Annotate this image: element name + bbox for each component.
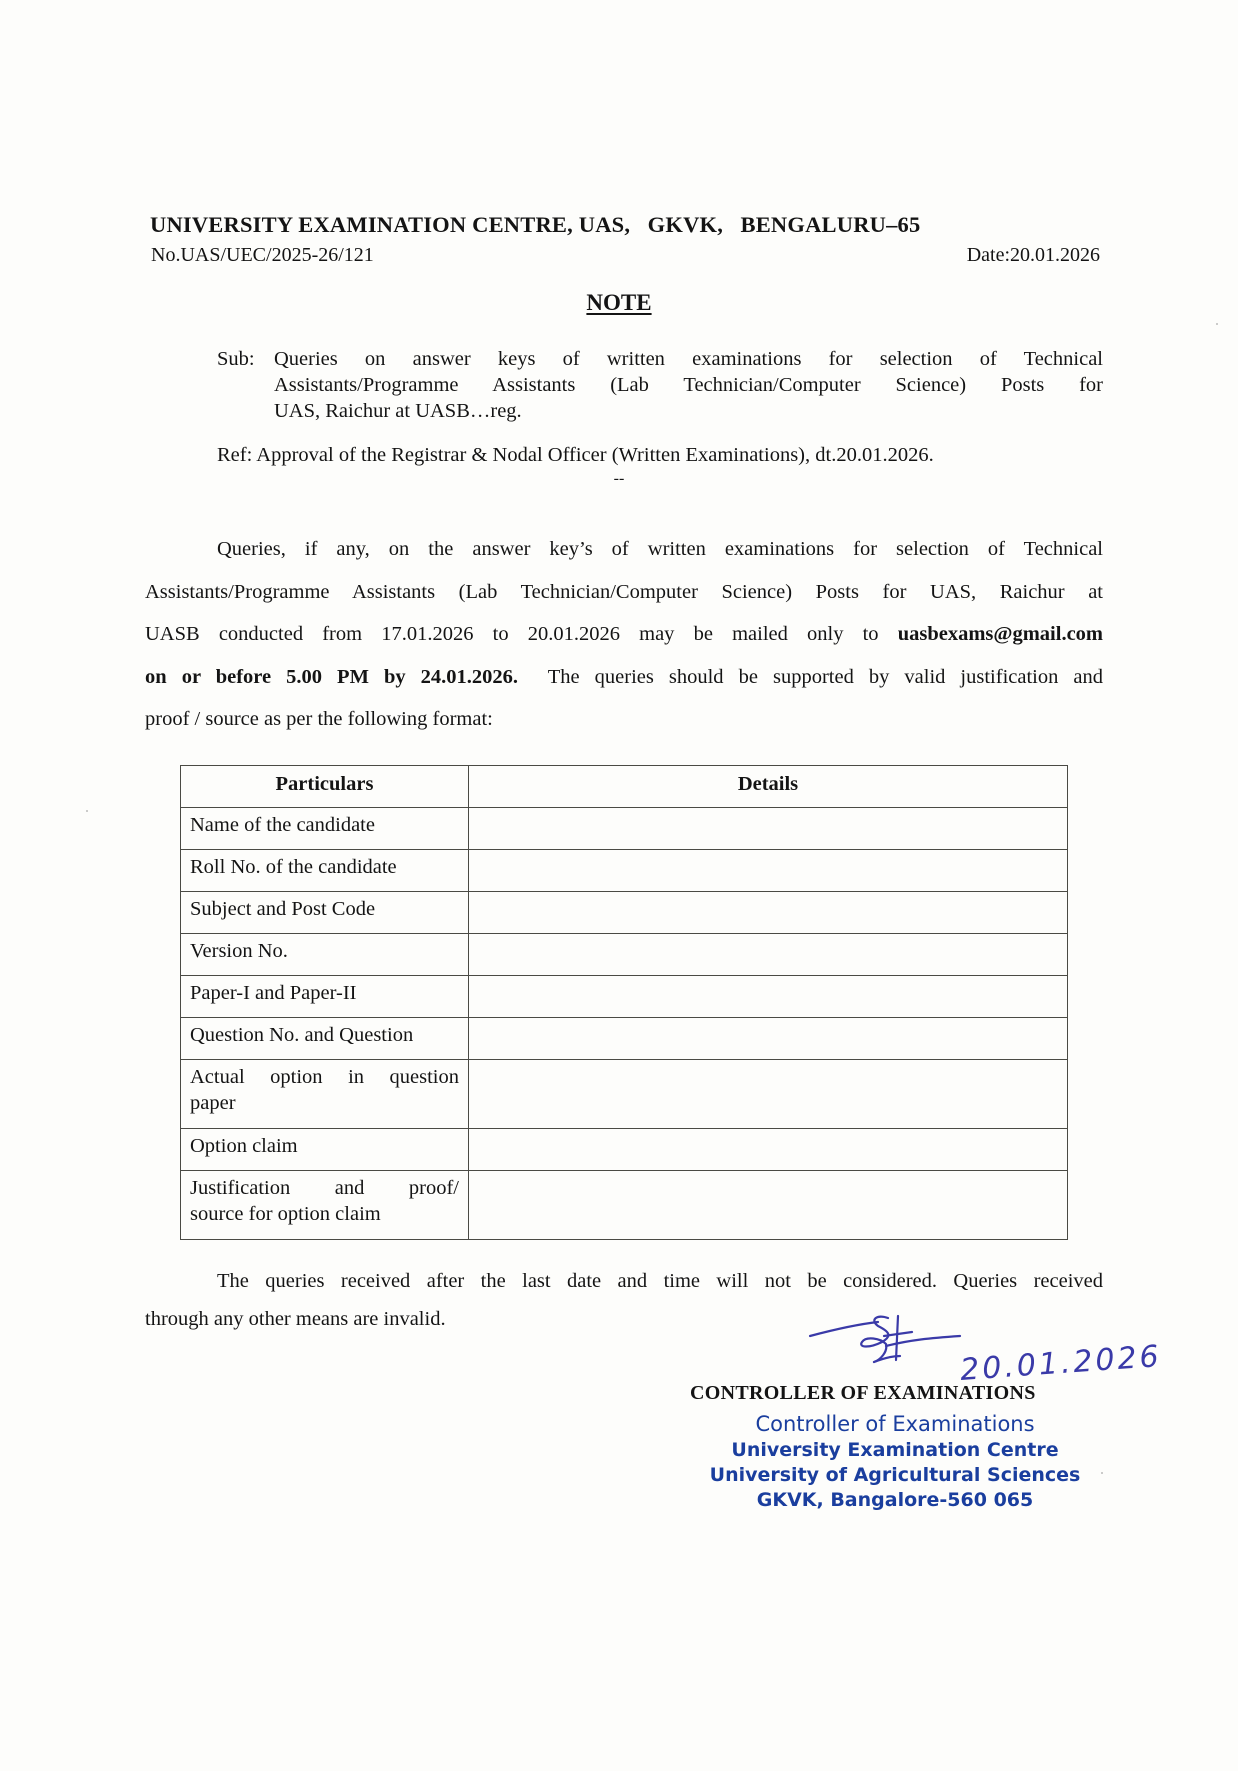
- body-line: on or before 5.00 PM by 24.01.2026. The queries should be supported by valid justification and: [145, 665, 1103, 688]
- signatory-designation: CONTROLLER OF EXAMINATIONS: [690, 1382, 1036, 1404]
- subject-line: UAS, Raichur at UASB…reg.: [274, 400, 522, 422]
- deadline: on or before 5.00 PM by 24.01.2026.: [145, 665, 519, 688]
- subject-label: Sub:: [217, 348, 255, 370]
- closing-line: The queries received after the last date and time will not be considered. Queries received: [217, 1270, 1103, 1292]
- scan-speck: [1101, 1472, 1103, 1474]
- stamp-line: GKVK, Bangalore-560 065: [756, 1489, 1034, 1511]
- subject-line: Queries on answer keys of written examinations for selection of Technical: [274, 348, 1103, 370]
- column-header-details: Details: [469, 766, 1068, 808]
- detail-cell[interactable]: [469, 1060, 1068, 1129]
- detail-cell[interactable]: [469, 934, 1068, 976]
- reference-line: Ref: Approval of the Registrar & Nodal Officer (Written Examinations), dt.20.01.2026.: [217, 444, 934, 466]
- table-row: [181, 850, 1068, 892]
- body-line: proof / source as per the following format:: [145, 708, 493, 730]
- stamp-line: Controller of Examinations: [755, 1412, 1035, 1436]
- query-format-table: [180, 765, 1068, 1240]
- body-paragraph: [145, 528, 1103, 741]
- table-row: [181, 892, 1068, 934]
- particular-cell: Roll No. of the candidate: [181, 850, 469, 892]
- stamp-line: University of Agricultural Sciences: [709, 1464, 1081, 1486]
- subject-block: [217, 346, 1103, 424]
- particular-cell: Subject and Post Code: [181, 892, 469, 934]
- table-row: [181, 1129, 1068, 1171]
- scan-speck: [1216, 323, 1218, 325]
- table-row: [181, 934, 1068, 976]
- scan-speck: [86, 810, 88, 812]
- institution-title: UNIVERSITY EXAMINATION CENTRE, UAS, GKVK, BENGALURU–65: [150, 212, 921, 237]
- particular-cell: Version No.: [181, 934, 469, 976]
- detail-cell[interactable]: [469, 850, 1068, 892]
- particular-cell: Paper-I and Paper-II: [181, 976, 469, 1018]
- detail-cell[interactable]: [469, 892, 1068, 934]
- reference-number: No.UAS/UEC/2025-26/121: [151, 244, 374, 266]
- table-row: [181, 1060, 1068, 1129]
- column-header-particulars: Particulars: [181, 766, 469, 808]
- detail-cell[interactable]: [469, 1129, 1068, 1171]
- detail-cell[interactable]: [469, 1018, 1068, 1060]
- official-stamp: [700, 1410, 1090, 1513]
- email-address[interactable]: uasbexams@gmail.com: [897, 623, 1103, 645]
- table-row: [181, 1018, 1068, 1060]
- particular-cell: Actual option in question paper: [181, 1060, 469, 1129]
- subject-line: Assistants/Programme Assistants (Lab Technician/Computer Science) Posts for: [274, 374, 1103, 396]
- separator: --: [613, 470, 625, 487]
- table-row: [181, 976, 1068, 1018]
- document-date: Date:20.01.2026: [966, 244, 1100, 266]
- table-row: [181, 1171, 1068, 1240]
- particular-cell: Justification and proof/ source for option claim: [181, 1171, 469, 1240]
- detail-cell[interactable]: [469, 976, 1068, 1018]
- table-header-row: [181, 766, 1068, 808]
- body-line: UASB conducted from 17.01.2026 to 20.01.2026 may be mailed only to uasbexams@gmail.com: [145, 623, 1103, 645]
- particular-cell: Option claim: [181, 1129, 469, 1171]
- detail-cell[interactable]: [469, 808, 1068, 850]
- detail-cell[interactable]: [469, 1171, 1068, 1240]
- table-row: [181, 808, 1068, 850]
- stamp-line: University Examination Centre: [731, 1439, 1059, 1461]
- particular-cell: Name of the candidate: [181, 808, 469, 850]
- signature-icon: [800, 1312, 980, 1382]
- particular-cell: Question No. and Question: [181, 1018, 469, 1060]
- closing-line: through any other means are invalid.: [145, 1308, 446, 1330]
- body-line: Queries, if any, on the answer key’s of written examinations for selection of Technical: [217, 538, 1103, 560]
- handwritten-date: 20.01.2026: [959, 1339, 1163, 1388]
- body-line: Assistants/Programme Assistants (Lab Technician/Computer Science) Posts for UAS, Raichur at: [145, 580, 1103, 603]
- document-heading: NOTE: [586, 290, 652, 315]
